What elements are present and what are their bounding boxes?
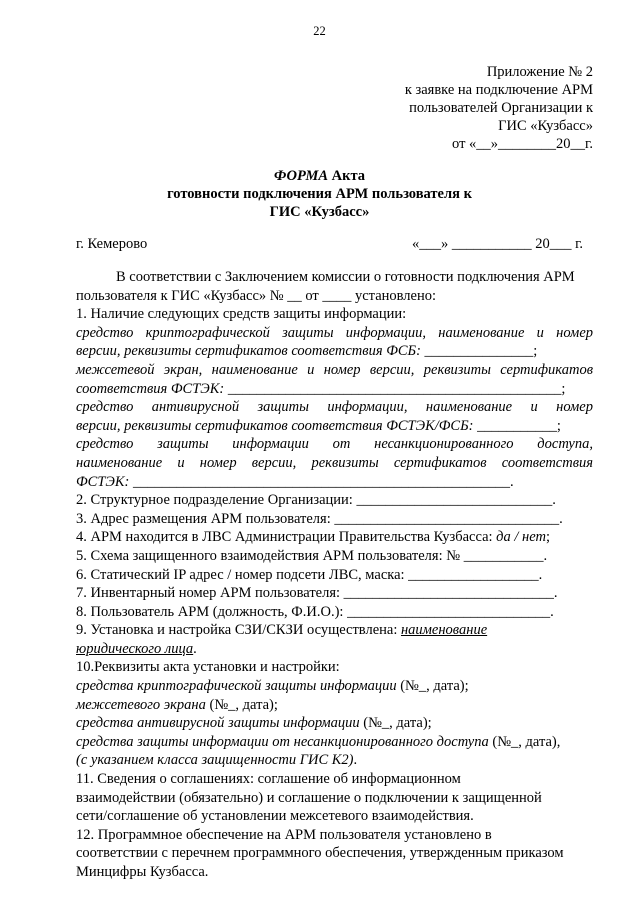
item-1-nsd-text: ФСТЭК:	[76, 473, 130, 490]
item-10-class	[76, 751, 593, 770]
intro-line: В соответствии с Заключением комиссии о готовности подключения АРМ	[116, 269, 575, 285]
item-2: 2. Структурное подразделение Организации: ___________________________.	[76, 492, 556, 509]
item-9-text: 9. Установка и настройка СЗИ/СКЗИ осуществлена:	[76, 622, 401, 639]
item-1-antivirus-text: версии, реквизиты сертификатов соответствия ФСТЭК/ФСБ:	[76, 417, 474, 434]
appendix-line: пользователей Организации к	[409, 100, 593, 116]
item-1-crypto-fill: _______________;	[420, 343, 538, 360]
form-title-rest: Акта	[328, 168, 366, 184]
item-11-cont: взаимодействии (обязательно) и соглашение о подключении к защищенной	[76, 789, 542, 806]
item-10-antivirus	[76, 714, 593, 733]
item-10-antivirus-text: средства антивирусной защиты информации	[76, 715, 360, 732]
item-1: 1. Наличие следующих средств защиты информации:	[76, 306, 407, 323]
form-title-line-3: ГИС «Кузбасс»	[269, 204, 370, 220]
item-10-nsd	[76, 733, 593, 752]
appendix-line: к заявке на подключение АРМ	[404, 82, 593, 98]
item-5: 5. Схема защищенного взаимодействия АРМ пользователя: № ___________.	[76, 547, 548, 564]
item-9-entity: наименование	[400, 622, 488, 639]
item-1-antivirus-line: средство антивирусной защиты информации, наименование и номер	[76, 399, 593, 416]
item-1-crypto-line: средство криптографической защиты информации, наименование и номер	[76, 324, 593, 341]
item-7: 7. Инвентарный номер АРМ пользователя: _____________________________.	[76, 585, 558, 602]
item-11-cont: сети/соглашение об установлении межсетевого взаимодействия.	[76, 808, 474, 825]
item-1-nsd-fill: ____________________________________________________.	[129, 473, 514, 490]
item-10-crypto	[76, 677, 593, 696]
item-1-nsd-line: наименование и номер версии, реквизиты сертификатов соответствия	[76, 454, 593, 471]
item-8: 8. Пользователь АРМ (должность, Ф.И.О.): ____________________________.	[76, 603, 554, 620]
item-9	[76, 621, 593, 640]
item-1-nsd-line: средство защиты информации от несанкционированного доступа,	[76, 436, 593, 453]
item-1-firewall-fill: ______________________________________________;	[224, 380, 566, 397]
item-9-cont	[76, 640, 593, 659]
page-number: 22	[313, 24, 326, 38]
city-name: г. Кемерово	[76, 236, 148, 252]
item-1-firewall-line: межсетевой экран, наименование и номер версии, реквизиты сертификатов	[76, 361, 593, 378]
item-3: 3. Адрес размещения АРМ пользователя: _______________________________.	[76, 510, 563, 527]
item-9-end: .	[193, 640, 197, 657]
item-12: 12. Программное обеспечение на АРМ пользователя установлено в	[76, 826, 492, 843]
appendix-line: Приложение № 2	[486, 64, 593, 80]
item-6: 6. Статический IP адрес / номер подсети ЛВС, маска: __________________.	[76, 566, 543, 583]
item-1-crypto-text: версии, реквизиты сертификатов соответствия ФСБ:	[76, 343, 421, 360]
item-4-end: ;	[545, 529, 550, 546]
item-1-nsd-line	[76, 473, 593, 492]
item-4-option: да / нет	[496, 529, 546, 546]
item-10-firewall	[76, 696, 593, 715]
item-10-class-text: (с указанием класса защищенности ГИС К2)	[76, 752, 354, 769]
intro-line: пользователя к ГИС «Кузбасс» № __ от ____ установлено:	[76, 287, 437, 304]
item-1-firewall-text: соответствия ФСТЭК:	[76, 380, 225, 397]
item-10-nsd-text: средства защиты информации от несанкционированного доступа	[76, 733, 489, 750]
appendix-date-line: от «__»________20__г.	[452, 136, 593, 152]
item-4-text: 4. АРМ находится в ЛВС Администрации Правительства Кузбасса:	[76, 529, 497, 546]
item-12-cont: соответствии с перечнем программного обеспечения, утвержденным приказом	[76, 845, 564, 862]
item-11: 11. Сведения о соглашениях: соглашение об информационном	[76, 771, 461, 788]
item-10-crypto-text: средства криптографической защиты информации	[76, 678, 397, 695]
item-1-antivirus-line	[76, 417, 593, 436]
item-10-firewall-text: межсетевого экрана	[76, 696, 206, 713]
item-10-firewall-end: (№_, дата);	[205, 696, 278, 713]
form-title-word: ФОРМА	[273, 168, 329, 184]
item-10-class-end: .	[353, 752, 358, 769]
date-placeholder: «___» ___________ 20___ г.	[411, 236, 583, 252]
item-10: 10.Реквизиты акта установки и настройки:	[76, 659, 340, 676]
item-10-crypto-end: (№_, дата);	[396, 678, 469, 695]
item-10-nsd-end: (№_, дата),	[488, 733, 561, 750]
item-9-entity-cont: юридического лица	[76, 640, 194, 657]
item-4	[76, 528, 593, 547]
item-1-antivirus-fill: ___________;	[473, 417, 561, 434]
appendix-line: ГИС «Кузбасс»	[498, 118, 593, 134]
appendix-header	[405, 63, 593, 153]
item-10-antivirus-end: (№_, дата);	[359, 715, 432, 732]
form-title-line-2: готовности подключения АРМ пользователя к	[167, 186, 472, 202]
form-title-line-1	[0, 167, 639, 185]
item-12-cont: Минцифры Кузбасса.	[76, 864, 209, 880]
item-1-crypto-line	[76, 342, 593, 361]
document-body	[76, 268, 593, 882]
item-1-firewall-line	[76, 380, 593, 399]
